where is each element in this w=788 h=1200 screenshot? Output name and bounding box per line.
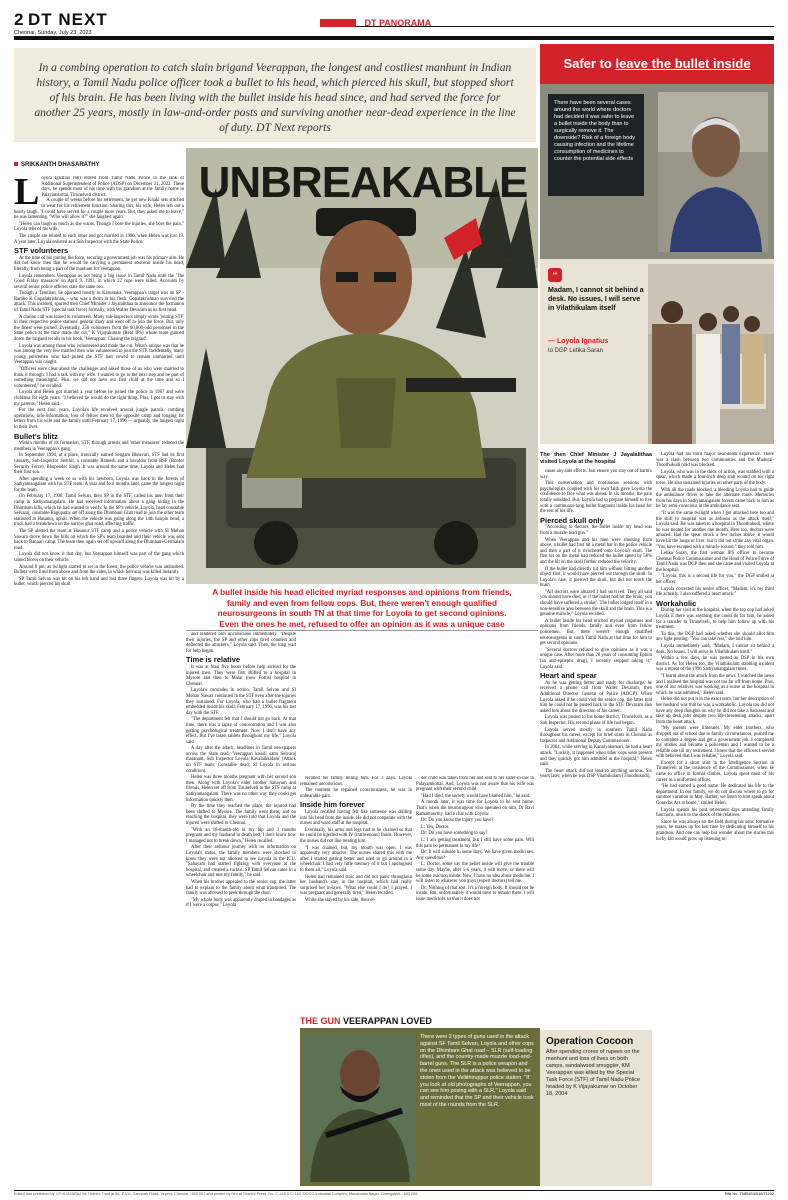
body-paragraph: It was at least five hours before help arrived for the injured men. They were first shifted to a hospital in Mysore and then to Malar (now Fortis) hospital in Chennai. (186, 664, 296, 687)
body-paragraph: When his brother appealed to the senior cop, the latter had to explain to the family about what transpired. The family was allowed to peek through the door. (186, 879, 296, 897)
brand-logo: DT NEXT (28, 10, 108, 29)
body-paragraph: "It was the same twilight when I got attacked here too and the shift to hospital was as arduous as the attack itself," Loyola said. He was taken to a hospital in Thoothukudi, where he was treated for another one month. Here too, doctors were amazed. Had the spear struck a few inches above, it would have hit the lungs or liver, but it did not strike any vital organ. "You have escaped with a miracle wound," they told him. (656, 510, 774, 550)
body-paragraph: "Helen can laugh as much as she wants. Though I bore the injuries, she bore the pain," Loyola tells of his wife. (14, 221, 184, 233)
body-paragraph: Loyola was among those who volunteered and made the cut. What's unique was that he was among the very few married men who volunteered to join the STF. Incidentally, many young policemen who had joined the STF had vowed to remain unmarried until Veerappan was caught. (14, 343, 184, 366)
masthead-rule (14, 36, 774, 40)
section-label (320, 14, 774, 27)
cocoon-text: After spending crores of rupees on the manhunt and loss of lives on both camps, sandalwood smuggler, KM Veerappan was killed by the Special Task Force (STF) of Tamil Nadu Police headed by K Vijayakumar on October 18, 2004 (546, 1049, 641, 1097)
body-paragraph: Eventually, his arms and legs had to be chained so that he could be injected with IV (intravenous) fluids. However, the nurses did not like treating him. (300, 827, 412, 844)
body-paragraph: Helen was three months pregnant with her second son then. Along with Loyola's elder brother Sahayam and friends, Helen set off from Tirunelveli to the STF camp at Sathyamangalam. There was no other way they could get information quickly then. (186, 775, 296, 803)
subhead-stf-volunteers: STF volunteers (14, 246, 69, 256)
sidebar-title: Safer to leave the bullet inside (540, 44, 774, 84)
body-paragraph: If the bullet had directly hit him without hitting another object first, it would have pierced out through the skull. In Loyola's case, it pierced the skull, but did not touch the brain. (540, 566, 652, 589)
body-paragraph: "He had earned a good name. He dedicated his life to the department. In our family, we do not discuss where to go for summer vacation in May. Rather, we listen to him speak about Goondas Act at home," smiled Helen. (656, 784, 774, 807)
sidebar-quote-to: to DGP Letika Saran (548, 348, 603, 354)
body-paragraph: When Veerappan and his men were shooting from above, a bullet had first hit a metal bar in the police vehicle and then a part of it ricocheted onto Loyola's skull. The first hit on the metal had reduced the bullet speed by 50% and the hit on the skull further reduced the velocity. (540, 537, 652, 565)
body-paragraph: In 2004, while serving in Kanniyakumari, he had a heart attack. "Luckily, it happened when other cops were present and they quickly got him admitted in the hospital," Helen said. (540, 745, 652, 768)
body-paragraph: Dr: It will subside in some days. We have given medicines. Any questions? (416, 850, 534, 861)
body-paragraph: Loyola immediately said, "Madam, I cannot sit behind a desk. No issues, I will serve in Vilathikulam itself." (656, 644, 774, 655)
body-paragraph: "Had I died, the society would have blamed him," he said. (421, 793, 531, 799)
column-6 (656, 452, 774, 1186)
drop-cap: L (14, 176, 40, 213)
body-paragraph: Loyola's comrades in action, Tamil Selvan and SI Mohan Nawaz continued in the STF even after the injuries they sustained. For Loyola, who had a bullet fragment embedded inside his skull, February 17, 1996, was his last day with the STF. (186, 688, 296, 716)
body-paragraph: The SP alerted the team at Hasanur STF camp and a police vehicle with SI Mohan Sawara drove down the hills on which the SP's team boarded and their vehicle was sent back to Bannari camp. The team then again set off upward along the Dhimbam-Germalam road. (14, 529, 184, 551)
body-paragraph: A day after the attack, headlines in Tamil newspapers across the State read, 'Veerappan koosli sattu Selvaraj maranam, Sub Inspector Loyola Kavalaikkidam' (Attack on STF team; Constable dead; SI Loyola in serious condition). (186, 746, 296, 774)
body-paragraph: der child was taken from her and sent to her sister-in-law in Palayamkottai. And, Loyola was not aware that his wife was pregnant with their second child. (416, 776, 534, 793)
body-paragraph: Loyola corrected his senior officer, "Madam, it's my third life actually. I also suffered a heart attack." (656, 586, 774, 598)
body-paragraph: After spending a week or so with his newborn, Loyola was back in the forests of Sathyamangalam with his STF team. A year and four months later, came the longest night for the team. (14, 476, 184, 493)
body-paragraph: The couple are related to each other and got married in 1986, when Helen was just 19. A year later, Loyola enlisted as a Sub Inspector with the State Police. (14, 233, 184, 245)
body-paragraph: "Several doctors refused to give opinions as it was a unique case. After more than 20 years of consuming Eptoin (an anti-epileptic drug), I recently stopped taking it," Loyola said. (540, 647, 652, 670)
subhead-inside-him-forever: Inside him forever (300, 800, 365, 810)
subhead-time-is-relative: Time is relative (186, 655, 241, 665)
gun-box (300, 1014, 540, 1186)
sidebar-quote: Madam, I cannot sit behind a desk. No issues, I will serve in Vilathikulam itself (548, 287, 644, 312)
body-paragraph: L: Doctor, some say the pellet inside will give me trouble some day. Maybe, after 5-6 years, it will move, or there will be some reaction inside. Now, I have no idea about medicine. I will listen to whatever you guys (expert doctors) tell me. (416, 862, 534, 885)
body-paragraph: "Officers were clear about the challenges and asked those of us who were married to think it through. I had a talk with my wife. I wanted to go to the next step and be part of something meaningful. Plus, we did not have our first child at the time and so I volunteered," he recalled. (14, 367, 184, 389)
footer-rni: RNI No. TNENG/2016/71202 (724, 1192, 774, 1196)
body-paragraph: "The department felt that I should not go back. At that time, there was a lapse of concentration and I was also getting psychological treatment. Now I don't have any effect. But I've taken tablets throughout my life," Loyola said. (186, 717, 296, 745)
headline: UNBREAKABLE (198, 158, 528, 207)
gun-box-title: THE GUN VEERAPPAN LOVED (300, 1014, 540, 1028)
column-1 (14, 176, 184, 1186)
body-paragraph: Since he was always on the field during his sons' formative years, he makes up for lost time by dedicating himself to his grandson. And one can help but wonder about the stories this lucky kid would grow up listening to! (656, 819, 774, 842)
dateline: Chennai, Sunday, July 23, 2023 (14, 30, 92, 36)
hero-illustration (186, 148, 538, 584)
body-paragraph: Dr: Nothing of that sort. It's a foreign body. It should not be inside. But, unfortunately it would have to remain there. I will issue medicines so that it does not (416, 885, 534, 902)
body-paragraph: To this, the DGP had asked whether she should allot him any light posting. "You can take rest," she told him. (656, 631, 774, 643)
body-paragraph: Loyola recalled having felt like someone was drilling into his head from the inside. He did not cooperate with the nurses and ward staff at the hospital. (300, 809, 412, 827)
body-paragraph: recalled his family telling him. For 3 days, Loyola remained unconscious. (300, 776, 412, 787)
body-paragraph: During her visit at the hospital, when the top cop had asked Loyola if there was anything she could do for him, he asked for a transfer to Tirunelveli, to help him follow up with his treatment. (656, 608, 774, 631)
hospital-photo (648, 264, 774, 444)
column-5 (540, 452, 652, 1024)
portrait-photo (658, 92, 768, 252)
body-paragraph: For the next four years, Loyola's life revolved around jungle patrols, combing operations, info-information, loss of fellow men to the opposite camp and longing for letters from his wife and the family until February 17, 1996 — arguably, the longest night in their lives. (14, 408, 184, 430)
body-paragraph: "My whole body was apparently draped in bandages as if I were a corpse," Loyola (186, 897, 296, 909)
body-paragraph: Within months of its formation, STF, through arrests and 'other measures' reduced the members in Veerappan's gang. (14, 441, 184, 452)
body-paragraph: "I was chained, but, my mouth was open. I was apparently very abusive. The nurses shared this with me after I started getting better and used to go around in a wheelchair. I had very little memory of it but I apologised to them all," Loyola said. (300, 845, 412, 873)
body-paragraph: and rendered him unconscious immediately. "Despite their injuries, the SP and other cops fired counters and deflected the attackers," Loyola said. Then, the long wait for help began. (186, 632, 296, 654)
body-paragraph: The moment he regained consciousness, he was in unbearable pain. (300, 788, 412, 799)
body-paragraph: Letika Saran, the first woman IPS officer to become Chennai Police Commissioner and the Head of Police Force of Tamil Nadu was DGP then and she came and visited Loyola at the hospital. (656, 551, 774, 573)
body-paragraph: Loyola had his third major near-death experience. There was a clash between two communities and the Madurai-Thoothukudi road was blocked. (656, 452, 774, 469)
body-paragraph: A bullet inside his head elicited myriad responses and opinions from friends, family and even from fellow policemen. But, there weren't enough qualified neurosurgeons in south Tamil Nadu at that time for him to get second opinions. (540, 618, 652, 647)
footer-rule (14, 1190, 774, 1191)
body-paragraph: Though a Tamilian, he operated mostly in Karnataka. Veerappan's target was an SP - Rambo K Gopalakrishnan, - who was a thorn in his flesh. Gopalakrishnan survived the attack. This incident, spurred then Chief Minister J Jayalalithaa to announce the formation of Tamil Nadu STF (special task force) formally, with Walter Devaram as its first head. (14, 291, 184, 314)
masthead (14, 10, 774, 36)
body-paragraph: With all the roads blocked, a bleeding Loyola had to guide the ambulance driver to take the alternate route. Memories from his days in Sathyamangalam forests came back to him as he lay semi-conscious in the ambulance seat. (656, 487, 774, 510)
body-paragraph: Loyola served mostly in southern Tamil Nadu throughout his career, except for brief stints in Chennai as Inspector and Additional Deputy Commissioner. (540, 727, 652, 744)
body-paragraph: cause any side effects. Just ensure you stay out of harm's way. (540, 469, 652, 480)
body-paragraph: Around 6 pm, as twilight started to set in the forest, the police vehicle was ambushed. Bullets were fired from above and from the sides, in which Selvaraj was killed instantly. (14, 564, 184, 576)
body-paragraph: Dr: Do you have something to say? (421, 831, 488, 837)
gun-box-text: There were 2 types of guns used in the attack against SF Tamil Selvan, Loyola and other cops on the Dhimbam Ghat road – SLR (self-loading rifles), and the country-made muzzle load-and-barrel guns. The SLR is a police weapon and the ones used in the attack was believed to be stolen from the Vellithiruppur police station. "If you look at old photographs of Veerappan, you can see him posing with a SLR," Loyola said and reminded that the SP and their vehicle took most of the rounds from the SLR. (420, 1034, 534, 1108)
standfirst: In a combing operation to catch slain brigand Veerappan, the longest and costliest manhunt in Indian history, a Tamil Nadu police officer took a bullet to his head, which pierced his skull, but stopped short of his brain. He has been living with the bullet inside his head since, and had served the force for another 25 years, mostly in law-and-order posts and surviving another near-dead experience in the line of duty. DT Next reports (34, 61, 516, 134)
body-paragraph: SP Tamil Selvan was hit on his left hand and lost three fingers. Loyola was hit by a bullet, which pierced his skull (14, 576, 184, 588)
body-paragraph: Helen had remained stoic and did not panic throughout her husband's stay in the hospital, which had really surprised her in-laws. "What else could I do? I prayed. I was pregnant and generally tired," Helen recalled. (300, 874, 412, 897)
column-3 (300, 776, 412, 1008)
standfirst-box (14, 48, 536, 142)
body-paragraph: "My parents were illiterates. My elder brothers, who dropped out of school due to family circumstances, pushed me to complete a degree and get a government job. I completed my studies and became a policeman and I wanted to be a reliable one till my retirement. I knew that the officers I served with believed that I was reliable," Loyola said. (656, 726, 774, 760)
subhead-pierced-skull-only: Pierced skull only (540, 515, 604, 525)
subhead-workaholic: Workaholic (656, 598, 697, 608)
pull-quote: A bullet inside his head elicited myriad responses and opinions from friends, family and even from fellow cops. But, there weren't enough qualified neurosurgeons in south TN at that time for Loyola to get second opinions. Even the ones he met, refused to offer an opinion as it was a unique case (186, 586, 538, 682)
body-paragraph: Helen did not put it in the exact term, but her description of her husband was that he was a workaholic. Loyola too did not have any deep thoughts on why he did not take a backseat and take up desk jobs despite two life-threatening attacks, apart from the heart attack. (656, 697, 774, 725)
veerappan-photo (304, 1034, 416, 1182)
body-paragraph: "According to doctors, the bullet inside my head was from a muzzle-load gun." (540, 525, 652, 536)
sidebar-text-box: There have been several cases around the world where doctors had decided it was safer to leave a bullet inside the body than to surgically remove it. The downside? Risk of a foreign body causing infection and the lifetime consumption of medicines to counter the potential side effects (548, 94, 644, 196)
illustration-credit: Illustration: Saai (502, 258, 535, 263)
body-paragraph: Loyola remembers Veerappan as not being a 'big issue' in Tamil Nadu until the 'The Good Friday massacre' on April 9, 1993, in which 22 cops were killed. Accounts by several senior police officers state the same too. (14, 273, 184, 290)
body-paragraph: As he was getting better and ready for discharge, he received a phone call from Walter Devaram, then Additional Director General of Police (ADGP). When Loyola asked if he could visit the senior cop, the latter told him he could not be posted back to the STF. Devaram also asked him about the direction of his career. (540, 680, 652, 714)
body-paragraph: Except for a short stint in the Intelligence Section in Tirunelveli at the insistence of the Commissioner, when he came to office in formal clothes, Loyola spent most of his career as a uniformed officer. (656, 760, 774, 783)
body-paragraph: After their arduous journey with no information on Loyola's status, the family members were shocked to know they were not allowed to see Loyola in the ICU. "Sahayam had started fighting with everyone at the hospital, and created a ruckus. SP Tamil Selvan came in a wheelchair and met my family," he said. (186, 845, 296, 879)
page-number: 2 (14, 10, 24, 29)
subhead-bullets-blitz: Bullet's blitz (14, 431, 58, 441)
body-paragraph: A couple of weeks before his retirement, he got new Khaki sets stitched to wear for his retirement function. Sharing this, his wife, Helen lets out a hearty laugh. "I could have served for a couple more years. But, they asked me to leave," he was lamenting. "Who will allow it?" she laughed again. (14, 198, 184, 221)
footer-imprint: Edited and published by J.P.VIJAYARAJ for Thanthi Trust at 86, E.V.K. Sampath Road, Vepery, Chennai - 600 007 and printed by him at Thanthi Press, No. C-148 & C-14C SIDCO Industrial Complex, Maraimalai Nagar, Chengalpet - 603 209. (14, 1192, 419, 1196)
pullquote-rule (186, 630, 538, 631)
sidebar-quote-author: — Loyola Ignatius (548, 338, 609, 345)
cocoon-box (540, 1030, 652, 1186)
body-paragraph: In September 1994, at a place, ironically named Sengam Bheavari, STF had its first casualty, Sub-Inspector Senthil, a constable Ramesh and a havaldar from BSF (Border Security Force), Bhupender Singh. It was around the same time, Loyola and Helen had their first son. (14, 453, 184, 476)
body-paragraph: A month later, it was time for Loyola to be sent home. That's when the neurosurgeon who operated on him, Dr Ravi Ramamoorthy, had a chat with Loyola: (416, 800, 534, 817)
photo-caption: The then Chief Minister J Jayalalithaa visited Loyola at the hospital (540, 452, 652, 465)
body-paragraph: This conversation and continuous sessions with psychologists coupled with his own faith gave Loyola the confidence to face what was ahead. In six months, the pain totally subsided. But, Loyola had to prepare himself to live with a continuous-long bullet fragment inside his head for the rest of his life. (540, 481, 652, 515)
col1-p1: oyola Ignatius (60) retired from Tamil Nadu Police in the rank of Additional Superintendent of Police (ADSP) on December 31, 2022. These days, he spends most of his time with his grandson at the family home in Palayamkottai, Tirunelveli district. (41, 176, 184, 198)
body-paragraph: On February 17, 1996, Tamil Selvan, then SP in the STF, called his men from their camp in Sathyamangalam. He had received information about a gang hiding in the Dhimbam hills, which he had wanted to verify. In the SP's vehicle, Loyola, head constable Selvaraj, constable Ragupathy set off along the Dhimbam Ghat road to join the other team stationed at Hasanur, uphill. When the vehicle was going along the 14th hairpin bend, a truck had a breakdown on the narrow ghat road, affecting traffic. (14, 494, 184, 528)
cocoon-title: Operation Cocoon (546, 1036, 634, 1047)
body-paragraph: The heart attack did not lead to anything serious. Six years later, when he was DSP Vilathikulam (Thoothukudi), (540, 768, 652, 780)
section-title: DT PANORAMA (364, 17, 432, 28)
body-paragraph: Loyola, who was in the thick of action, was stabbed with a spear, which made a four-inch deep stab wound on his right torso. He also sustained injuries on other parts of the body. (656, 469, 774, 486)
column-2 (186, 632, 296, 1188)
body-paragraph: "All doctors were amazed I had survived. They all said you should have died, or if the bullet had hit the brain, you should have suffered a stroke". The bullet lodged itself in a non-sensitive area between the skull and the brain. This is a genuine miracle," Loyola recalled. (540, 589, 652, 618)
body-paragraph: "I learnt about the attack from the news. I watched the news and I realised the hospital was not too far off from home. Plus, one of our relatives was working as a nurse at the hospital in which he was admitted," Helen said. (656, 673, 774, 696)
body-paragraph: L: I am getting treatment, but I still have some pain. Will this pain be permanent in my life? (416, 837, 534, 849)
body-paragraph: "With an 18-month-old in my hip and 3 months pregnant and my husband in death bed, I don't know how I managed not to break down," Helen recalled. (186, 827, 296, 844)
body-paragraph: While she stayed by his side, their el- (305, 897, 376, 903)
body-paragraph: A clarion call was issued to volunteers. Many sub-inspectors simply wrote 'joining STF' in their respective police stations' general diary and went off to join the force. But, only the finest were picked. Eventually, 250 volunteers from the 60,000-odd personnel in the State police at the time made the cut," K Vijayakumar (Retd IPS) whose team gunned down the brigand recalls in his book, 'Veerappan: Chasing the brigand'. (14, 314, 184, 343)
body-paragraph: Loyola and Helen got married a year before he joined the police in 1987 and were childless for eight years. "I believed he would do the right thing. Plus, I got to stay with my parents," Helen said. (14, 390, 184, 407)
body-paragraph: By the time they reached the place, the injured had been shifted to Mysore. The family went there, and on reaching the hospital, they were told that Loyola and the injured were shifted to Chennai. (186, 804, 296, 826)
byline: SRIKKANTH DHASARATHY (14, 162, 184, 172)
body-paragraph: Loyola spends his post retirement days attending family functions, much to the shock of the relatives. (656, 807, 774, 819)
body-paragraph: L: Yes, Doctor. (421, 824, 450, 830)
body-paragraph: Loyola was posted to his home district, Tirunelveli, as a Sub Inspector. His second phase of life had begun. (540, 715, 652, 726)
quote-icon: “ (548, 268, 562, 282)
body-paragraph: Loyola did not know it that day, but Veerappan himself was part of the gang which rained blows on their vehicle. (14, 552, 184, 563)
body-paragraph: "Loyola, this is a second life for you," the DGP smiled at her officer. (656, 574, 774, 586)
subhead-heart-and-spear: Heart and spear (540, 671, 597, 681)
column-4 (416, 776, 534, 1008)
body-paragraph: At the time of his joining the force, securing a government job was his primary aim. He did not know then that he would be carrying a permanent souvenir inside his head, literally, from being a part of the manhunt for Veerappan. (14, 255, 184, 272)
body-paragraph: Within a few days, he was posted as DSP in his own district. As for Helen too, the Vilathikulam stabbing incident was a repeat of the 1996 Sathyamangalam times. (656, 656, 774, 673)
body-paragraph: Dr: Do you know the injury you have? (421, 818, 494, 824)
sidebar-box (540, 44, 774, 444)
